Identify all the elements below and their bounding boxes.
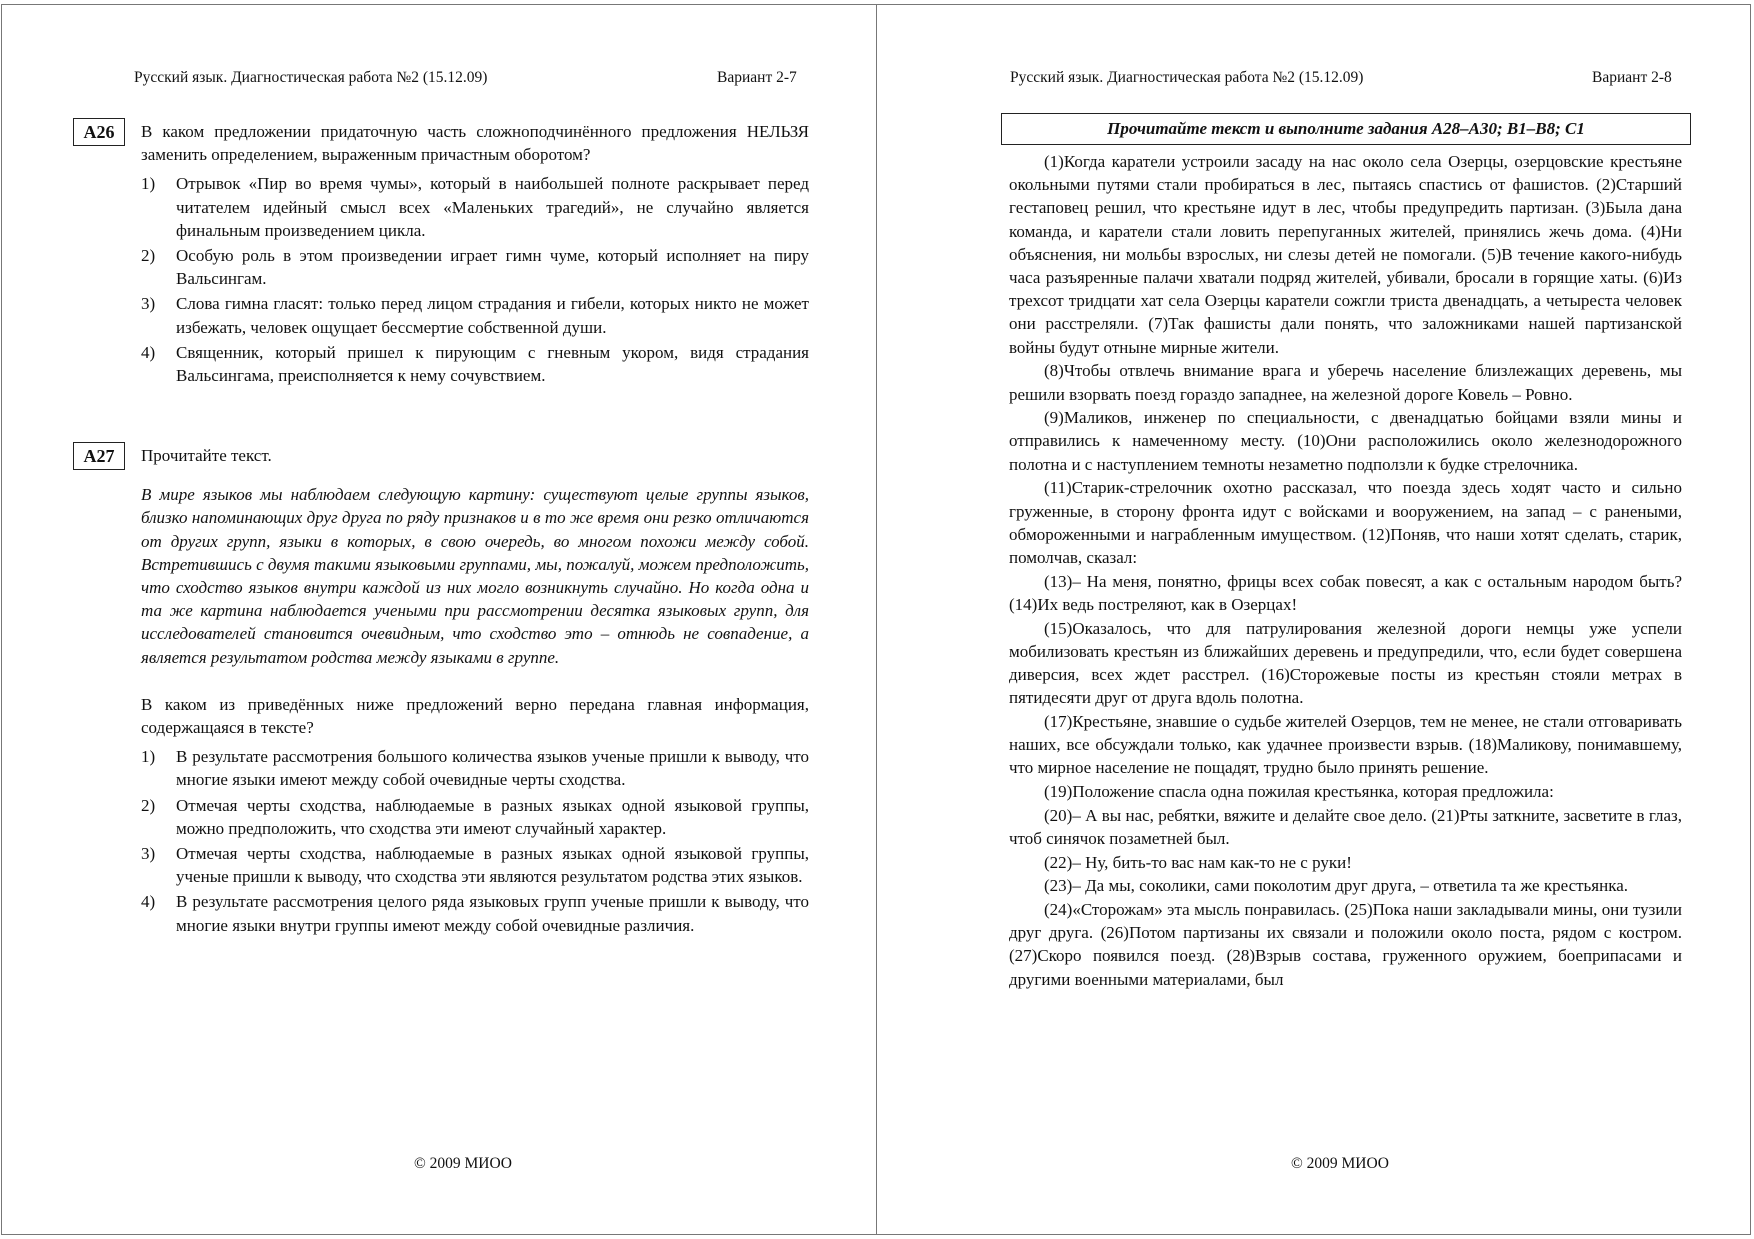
a27-option-3[interactable] [141,842,809,888]
task-label-a26: A26 [73,118,125,146]
option-number: 3) [141,844,156,864]
task-a26 [141,120,809,389]
option-text: Отрывок «Пир во время чумы», который в наибольшей полноте раскрывает перед читателем идейный смысл всех «Маленьких трагедий», не случайно является финальным произведением цикла. [176,174,809,240]
text-paragraph: (1)Когда каратели устроили засаду на нас около села Озерцы, озерцовские крестьяне окольными путями стали пробираться в лес, пытаясь спастись от фашистов. (2)Старший гестаповец решил, что крестьяне идут в лес, чтобы предупредить партизан. (3)Была дана команда, и каратели стали ловить перепуганных жителей, принялись жечь дома. (4)Ни объяснения, ни мольбы взрослых, ни слезы детей не помогали. (5)В течение какого-нибудь часа разъяренные палачи хватали подряд жителей, убивали, бросали в горящие хаты. (6)Из трехсот тридцати хат села Озерцы каратели сожгли триста двенадцать, а четыреста человек они расстреляли. (7)Так фашисты дали понять, что заложниками нашей партизанской войны будут отныне мирные жители. [1009,152,1682,357]
option-number: 1) [141,174,156,194]
option-text: В результате рассмотрения большого количества языков ученые пришли к выводу, что многие языки имеют между собой очевидные черты сходства. [176,747,809,790]
text-paragraph: (22)– Ну, бить-то вас нам как-то не с руки! [1044,852,1352,872]
text-paragraph: (19)Положение спасла одна пожилая крестьянка, которая предложила: [1044,781,1554,801]
left-page [0,0,876,1235]
text-paragraph: (11)Старик-стрелочник охотно рассказал, что поезда здесь ходят часто и сильно груженные, в сторону фронта идут с войсками и вооружением, на запад – с ранеными, обмороженными и награбленным имуществом. (12)Поняв, что наши хотят сделать, старик, помолчав, сказал: [1009,478,1682,567]
a27-passage: В мире языков мы наблюдаем следующую картину: существуют целые группы языков, близко напоминающих друг друга по ряду признаков и в то же время они резко отличаются от других групп, языки в которых, в свою очередь, во многом похожи между собой. Встретившись с двумя такими языковыми группами, мы, пожалуй, можем предположить, что сходство языков внутри каждой из них могло возникнуть случайно. Но когда одна и та же картина наблюдается учеными при рассмотрении десятка языковых групп, для исследователей становится очевидным, что сходство это – отнюдь не совпадение, а является результатом родства между языками в группе. [141,485,809,667]
text-paragraph: (8)Чтобы отвлечь внимание врага и уберечь население близлежащих деревень, мы решили взорвать поезд гораздо западнее, на железной дороге Ковель – Ровно. [1009,361,1682,404]
option-number: 1) [141,747,156,767]
a27-option-4[interactable] [141,890,809,936]
text-instruction-box: Прочитайте текст и выполните задания А28–А30; В1–В8; С1 [1001,113,1691,145]
text-paragraph: (23)– Да мы, соколики, сами поколотим друг друга, – ответила та же крестьянка. [1044,876,1629,896]
text-paragraph: (13)– На меня, понятно, фрицы всех собак повесят, а как с остальным народом быть? (14)Их ведь постреляют, как в Озерцах! [1009,571,1682,614]
text-paragraph: (9)Маликов, инженер по специальности, с двенадцатью бойцами взяли мины и отправились к намеченному месту. (10)Они расположились около железнодорожного полотна и с наступлением темноты незаметно подползли к будке стрелочника. [1009,408,1682,474]
option-number: 4) [141,892,156,912]
task-a27 [141,444,809,939]
reading-text [1009,150,1682,991]
text-paragraph: (15)Оказалось, что для патрулирования железной дороги немцы уже успели мобилизовать крестьян из ближайших деревень и предупредили, что, если будет совершена диверсия, всех ждет расстрел. (16)Сторожевые посты из крестьян стояли метрах в пятидесяти друг от друга вдоль полотна. [1009,618,1682,708]
option-number: 4) [141,342,156,362]
option-number: 2) [141,795,156,815]
option-text: Отмечая черты сходства, наблюдаемые в разных языках одной языковой группы, ученые пришли к выводу, что сходства эти являются результатом родства этих языков. [176,844,809,887]
right-header-variant: Вариант 2-8 [1592,69,1672,86]
a26-option-3[interactable] [141,292,809,338]
a26-options [141,172,809,387]
left-header-variant: Вариант 2-7 [717,69,797,86]
a26-option-4[interactable] [141,341,809,387]
a27-options [141,745,809,937]
right-footer: © 2009 МИОО [1291,1155,1389,1172]
a27-intro: Прочитайте текст. [141,446,272,465]
option-text: Отмечая черты сходства, наблюдаемые в разных языках одной языковой группы, можно предположить, что сходства эти имеют случайный характер. [176,795,809,838]
option-text: Священник, который пришел к пирующим с гневным укором, видя страдания Вальсингама, преисполняется к нему сочувствием. [176,342,809,386]
a26-option-2[interactable] [141,244,809,290]
option-text: Особую роль в этом произведении играет гимн чуме, который исполняет на пиру Вальсингам. [176,246,809,289]
a26-question: В каком предложении придаточную часть сложноподчинённого предложения НЕЛЬЗЯ заменить определением, выраженным причастным оборотом? [141,122,809,165]
a27-option-1[interactable] [141,745,809,791]
task-label-a27: A27 [73,442,125,470]
text-paragraph: (17)Крестьяне, знавшие о судьбе жителей Озерцов, тем не менее, не стали отговаривать наших, все обсуждали только, как удачнее произвести взрыв. (18)Маликову, понимавшему, что мирное население не пощадят, трудно было принять решение. [1009,711,1682,778]
a26-option-1[interactable] [141,172,809,242]
a27-question: В каком из приведённых ниже предложений верно передана главная информация, содержащаяся в тексте? [141,694,809,738]
left-footer: © 2009 МИОО [414,1155,512,1172]
text-paragraph: (24)«Сторожам» эта мысль понравилась. (25)Пока наши закладывали мины, они тузили друг друга. (26)Потом партизаны их связали и положили около поста, рядом с костром. (27)Скоро появился поезд. (28)Взрыв состава, груженного оружием, боеприпасами и другими военными материалами, был [1009,900,1682,989]
option-number: 2) [141,246,156,266]
right-header-title: Русский язык. Диагностическая работа №2 (15.12.09) [1010,69,1364,86]
option-text: Слова гимна гласят: только перед лицом страдания и гибели, которых никто не может избежать, человек ощущает бессмертие собственной души. [176,294,809,337]
left-header-title: Русский язык. Диагностическая работа №2 (15.12.09) [134,69,488,86]
a27-option-2[interactable] [141,794,809,840]
text-paragraph: (20)– А вы нас, ребятки, вяжите и делайте свое дело. (21)Рты заткните, засветите в глаз, чтоб синячок позаметней был. [1009,805,1682,848]
option-number: 3) [141,294,156,314]
option-text: В результате рассмотрения целого ряда языковых групп ученые пришли к выводу, что многие языки внутри группы имеют между собой очевидные различия. [176,892,809,935]
